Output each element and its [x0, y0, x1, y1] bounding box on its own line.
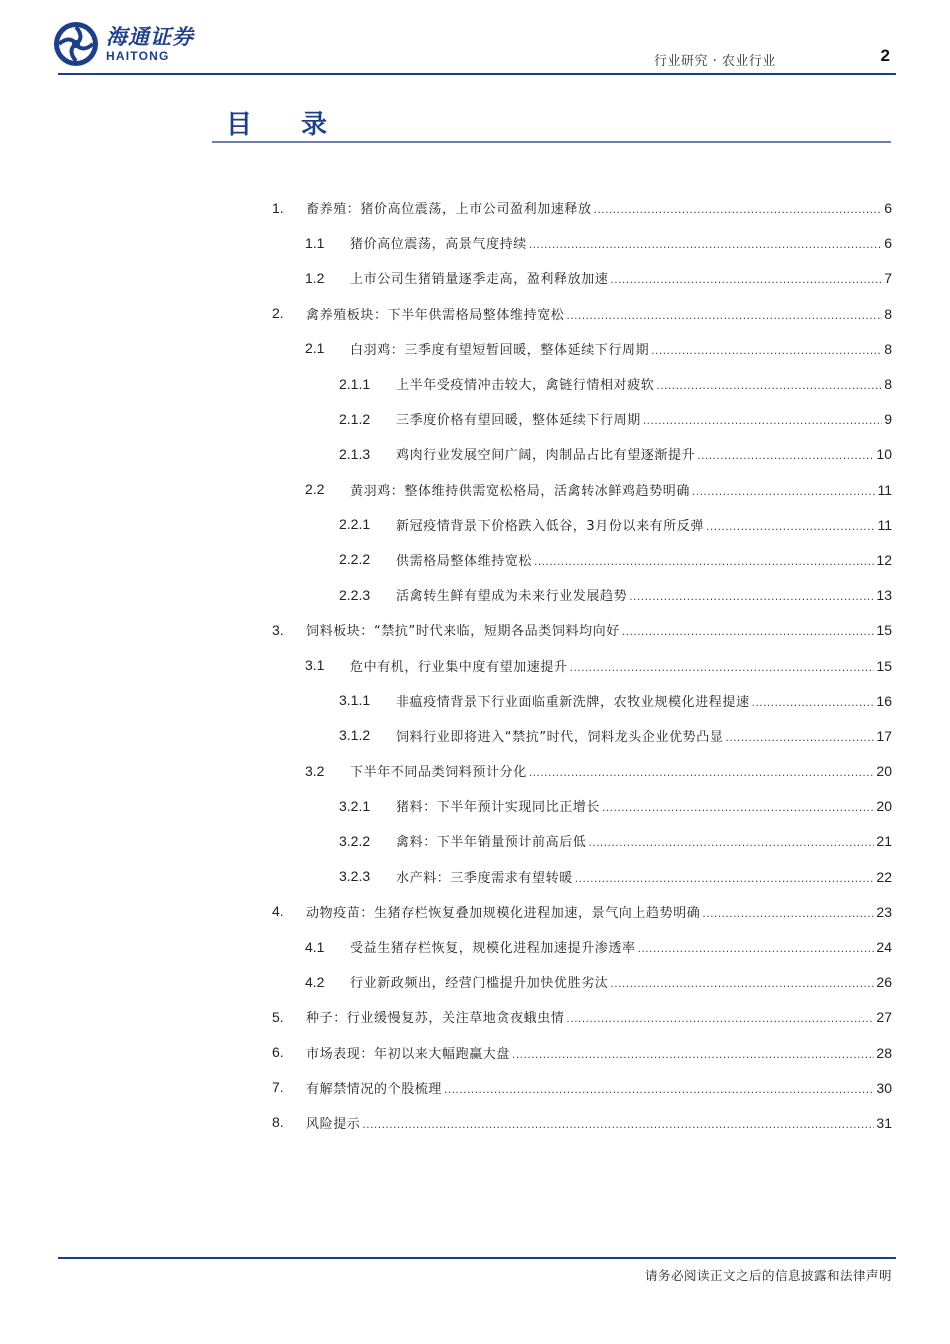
toc-entry-title[interactable]: 猪料：下半年预计实现同比正增长	[396, 800, 601, 816]
toc-entry-title[interactable]: 饲料行业即将进入“禁抗”时代，饲料龙头企业优势凸显	[396, 729, 724, 745]
toc-dot-leader	[702, 906, 874, 920]
toc-entry-page[interactable]: 15	[876, 622, 892, 639]
toc-entry-line	[396, 585, 892, 604]
toc-dot-leader	[362, 1117, 874, 1131]
toc-dot-leader	[643, 413, 882, 427]
toc-entry-number: 2.1	[305, 340, 325, 357]
toc-entry[interactable]	[0, 683, 950, 718]
footer-disclaimer: 请务必阅读正文之后的信息披露和法律声明	[644, 1268, 892, 1283]
toc-entry[interactable]	[0, 894, 950, 929]
toc-entry-line	[306, 1007, 892, 1026]
toc-entry-number: 3.1.2	[339, 727, 371, 744]
toc-entry[interactable]	[0, 436, 950, 471]
toc-dot-leader	[566, 308, 882, 322]
toc-entry-title[interactable]: 危中有机，行业集中度有望加速提升	[350, 659, 568, 675]
toc-entry-page[interactable]: 11	[877, 516, 892, 533]
toc-entry[interactable]	[0, 225, 950, 260]
toc-entry-line	[306, 1043, 892, 1062]
toc-entry-number: 3.1	[305, 657, 325, 674]
toc-entry-page[interactable]: 30	[876, 1079, 892, 1096]
toc-entry-title[interactable]: 猪价高位震荡，高景气度持续	[350, 237, 527, 253]
toc-entry-title[interactable]: 行业新政频出，经营门槛提升加快优胜劣汰	[350, 976, 609, 992]
toc-entry-page[interactable]: 10	[876, 446, 892, 463]
toc-entry-line	[350, 268, 892, 287]
toc-entry-page[interactable]: 26	[876, 974, 892, 991]
toc-entry-line	[350, 339, 892, 358]
toc-entry-number: 2.1.3	[339, 445, 371, 462]
toc-entry-number: 2.	[272, 305, 284, 322]
toc-entry[interactable]	[0, 823, 950, 858]
toc-entry[interactable]	[0, 401, 950, 436]
toc-entry-page[interactable]: 20	[876, 798, 892, 815]
toc-entry-page[interactable]: 16	[876, 692, 892, 709]
toc-entry-number: 2.2.2	[339, 551, 371, 568]
toc-entry-number: 4.	[272, 903, 284, 920]
toc-entry-line	[306, 198, 892, 217]
toc-entry-number: 4.1	[305, 938, 325, 955]
toc-entry-title[interactable]: 受益生猪存栏恢复，规模化进程加速提升渗透率	[350, 941, 636, 957]
toc-entry-title[interactable]: 禽料：下半年销量预计前高后低	[396, 835, 587, 851]
haitong-logo-icon	[52, 20, 100, 68]
toc-entry-number: 1.2	[305, 269, 325, 286]
toc-entry-title[interactable]: 黄羽鸡：整体维持供需宽松格局，活禽转冰鲜鸡趋势明确	[350, 483, 691, 499]
toc-entry[interactable]	[0, 929, 950, 964]
toc-entry-page[interactable]: 13	[876, 587, 892, 604]
toc-entry-title[interactable]: 市场表现：年初以来大幅跑赢大盘	[306, 1046, 511, 1062]
toc-entry-line	[350, 761, 892, 780]
toc-entry-line	[396, 691, 892, 710]
toc-entry-page[interactable]: 8	[884, 376, 892, 393]
toc-entry[interactable]	[0, 472, 950, 507]
logo-chinese-name: 海通证券	[106, 24, 194, 49]
toc-entry[interactable]	[0, 1105, 950, 1140]
toc-entry-title[interactable]: 新冠疫情背景下价格跌入低谷，3月份以来有所反弹	[396, 518, 705, 534]
toc-entry-line	[306, 902, 892, 921]
toc-dot-leader	[566, 1011, 874, 1025]
toc-entry-title[interactable]: 种子：行业缓慢复苏，关注草地贪夜蛾虫情	[306, 1011, 565, 1027]
toc-entry-line	[306, 620, 892, 639]
toc-dot-leader	[656, 378, 882, 392]
toc-entry-line	[396, 515, 892, 534]
toc-entry-line	[396, 726, 892, 745]
toc-entry-line	[350, 937, 892, 956]
toc-entry-line	[350, 233, 892, 252]
toc-entry-page[interactable]: 15	[876, 657, 892, 674]
toc-dot-leader	[602, 800, 874, 814]
toc-entry-number: 2.2.1	[339, 516, 371, 533]
toc-entry-number: 2.2	[305, 481, 325, 498]
toc-entry-line	[306, 304, 892, 323]
toc-entry[interactable]	[0, 964, 950, 999]
toc-dot-leader	[529, 237, 882, 251]
toc-entry-line	[396, 796, 892, 815]
toc-dot-leader	[534, 554, 874, 568]
toc-dot-leader	[706, 519, 875, 533]
toc-dot-leader	[512, 1047, 874, 1061]
toc-entry-title[interactable]: 下半年不同品类饲料预计分化	[350, 765, 527, 781]
toc-dot-leader	[752, 695, 875, 709]
toc-entry-number: 7.	[272, 1079, 284, 1096]
toc-entry-number: 2.1.2	[339, 410, 371, 427]
toc-entry-number: 3.	[272, 621, 284, 638]
page-number: 2	[880, 46, 890, 65]
toc-entry-line	[350, 656, 892, 675]
toc-entry[interactable]	[0, 542, 950, 577]
toc-title: 目 录	[226, 110, 348, 140]
toc-entry[interactable]	[0, 331, 950, 366]
toc-entry[interactable]	[0, 190, 950, 225]
toc-dot-leader	[610, 272, 882, 286]
toc-entry-number: 3.2	[305, 762, 325, 779]
toc-entry-line	[396, 867, 892, 886]
toc-dot-leader	[725, 730, 874, 744]
toc-entry[interactable]	[0, 859, 950, 894]
toc-entry-number: 3.1.1	[339, 692, 371, 709]
toc-dot-leader	[570, 660, 875, 674]
toc-entry-title[interactable]: 活禽转生鲜有望成为未来行业发展趋势	[396, 589, 628, 605]
toc-title-divider	[212, 141, 891, 143]
toc-entry-line	[306, 1078, 892, 1097]
toc-entry-number: 4.2	[305, 973, 325, 990]
toc-entry[interactable]	[0, 260, 950, 295]
toc-entry-line	[350, 480, 892, 499]
toc-entry-title[interactable]: 水产料：三季度需求有望转暖	[396, 870, 573, 886]
toc-entry-line	[350, 972, 892, 991]
toc-entry[interactable]	[0, 577, 950, 612]
toc-entry-number: 1.1	[305, 234, 325, 251]
toc-dot-leader	[692, 484, 875, 498]
toc-dot-leader	[588, 835, 874, 849]
toc-entry[interactable]	[0, 999, 950, 1034]
toc-entry[interactable]	[0, 1070, 950, 1105]
toc-entry-title[interactable]: 禽养殖板块：下半年供需格局整体维持宽松	[306, 307, 565, 323]
toc-entry-page[interactable]: 9	[884, 411, 892, 428]
toc-dot-leader	[651, 343, 882, 357]
toc-entry-title[interactable]: 鸡肉行业发展空间广阔，肉制品占比有望逐渐提升	[396, 448, 696, 464]
toc-entry[interactable]	[0, 612, 950, 647]
toc-entry-title[interactable]: 动物疫苗：生猪存栏恢复叠加规模化进程加速，景气向上趋势明确	[306, 905, 701, 921]
toc-entry-line	[306, 1113, 892, 1132]
toc-entry-page[interactable]: 11	[877, 481, 892, 498]
toc-entry-number: 1.	[272, 199, 284, 216]
toc-entry-page[interactable]: 24	[876, 939, 892, 956]
header-section-label: 行业研究 · 农业行业	[654, 54, 776, 69]
toc-dot-leader	[594, 202, 883, 216]
toc-entry-page[interactable]: 6	[884, 235, 892, 252]
toc-entry-page[interactable]: 20	[876, 763, 892, 780]
table-of-contents	[0, 190, 950, 1140]
toc-entry-page[interactable]: 27	[876, 1009, 892, 1026]
toc-dot-leader	[529, 765, 875, 779]
toc-entry-title[interactable]: 有解禁情况的个股梳理	[306, 1081, 443, 1097]
toc-entry-title[interactable]: 风险提示	[306, 1116, 361, 1132]
toc-entry-line	[396, 374, 892, 393]
toc-entry[interactable]	[0, 1035, 950, 1070]
toc-entry[interactable]	[0, 718, 950, 753]
toc-entry-number: 3.2.1	[339, 797, 371, 814]
toc-entry-number: 2.1.1	[339, 375, 371, 392]
toc-entry[interactable]	[0, 507, 950, 542]
footer-divider	[58, 1257, 896, 1259]
header-divider	[58, 73, 896, 75]
toc-entry-page[interactable]: 8	[884, 340, 892, 357]
toc-entry-page[interactable]: 23	[876, 903, 892, 920]
toc-entry-title[interactable]: 畜养殖：猪价高位震荡，上市公司盈利加速释放	[306, 202, 592, 218]
toc-entry-page[interactable]: 31	[876, 1114, 892, 1131]
toc-dot-leader	[575, 871, 875, 885]
toc-entry-page[interactable]: 17	[876, 727, 892, 744]
toc-dot-leader	[622, 624, 875, 638]
toc-entry-title[interactable]: 上半年受疫情冲击较大，禽链行情相对疲软	[396, 378, 655, 394]
toc-entry-line	[396, 831, 892, 850]
toc-entry-page[interactable]: 12	[876, 551, 892, 568]
toc-entry-page[interactable]: 6	[884, 200, 892, 217]
toc-entry-number: 3.2.3	[339, 868, 371, 885]
toc-entry-number: 3.2.2	[339, 832, 371, 849]
toc-entry-title[interactable]: 非瘟疫情背景下行业面临重新洗牌，农牧业规模化进程提速	[396, 694, 750, 710]
toc-dot-leader	[697, 448, 874, 462]
toc-entry-title[interactable]: 白羽鸡：三季度有望短暂回暖，整体延续下行周期	[350, 342, 650, 358]
toc-entry[interactable]	[0, 296, 950, 331]
toc-entry-number: 6.	[272, 1044, 284, 1061]
toc-entry-page[interactable]: 21	[876, 833, 892, 850]
toc-dot-leader	[610, 976, 874, 990]
toc-entry-line	[396, 444, 892, 463]
toc-dot-leader	[629, 589, 874, 603]
toc-entry-page[interactable]: 28	[876, 1044, 892, 1061]
toc-entry-line	[396, 550, 892, 569]
toc-entry-title[interactable]: 供需格局整体维持宽松	[396, 553, 533, 569]
toc-entry-number: 5.	[272, 1008, 284, 1025]
toc-entry[interactable]	[0, 753, 950, 788]
logo-english-name: HAITONG	[106, 49, 170, 63]
toc-entry[interactable]	[0, 366, 950, 401]
toc-entry-line	[396, 409, 892, 428]
toc-entry-page[interactable]: 8	[884, 305, 892, 322]
toc-dot-leader	[444, 1082, 874, 1096]
toc-entry-page[interactable]: 7	[884, 270, 892, 287]
company-logo	[52, 20, 194, 68]
toc-entry-number: 2.2.3	[339, 586, 371, 603]
toc-entry[interactable]	[0, 788, 950, 823]
toc-entry-number: 8.	[272, 1114, 284, 1131]
toc-entry-title[interactable]: 三季度价格有望回暖，整体延续下行周期	[396, 413, 641, 429]
toc-entry-title[interactable]: 上市公司生猪销量逐季走高，盈利释放加速	[350, 272, 609, 288]
toc-entry-title[interactable]: 饲料板块：“禁抗”时代来临，短期各品类饲料均向好	[306, 624, 620, 640]
toc-entry-page[interactable]: 22	[876, 868, 892, 885]
toc-entry[interactable]	[0, 647, 950, 682]
toc-dot-leader	[638, 941, 875, 955]
